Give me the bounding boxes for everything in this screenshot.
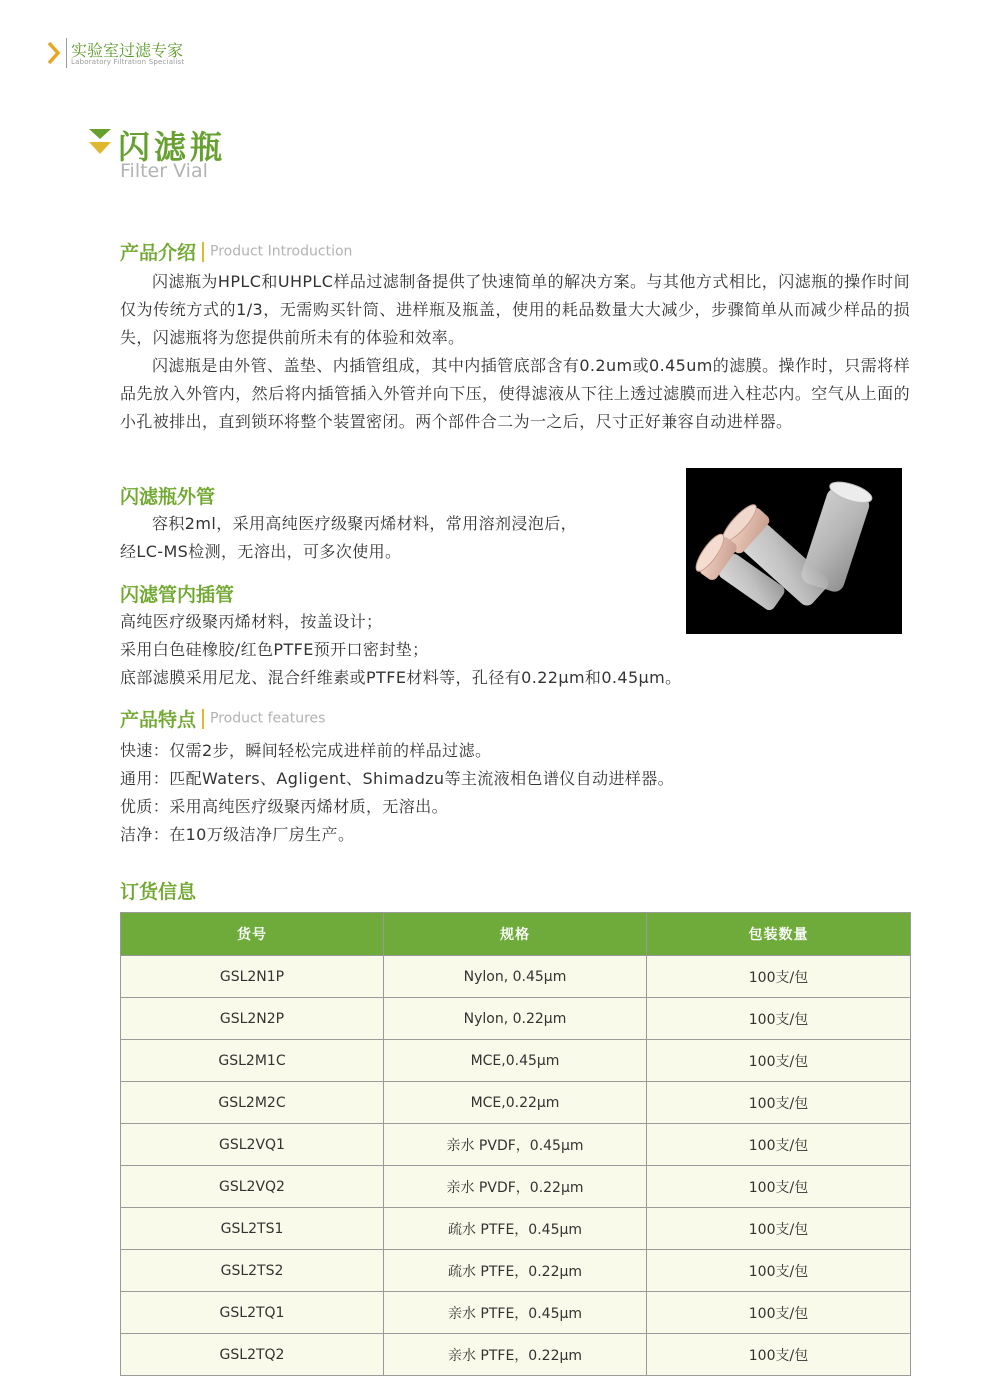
column-header-spec: 规格 [384,913,647,956]
cell-item-no: GSL2N1P [121,956,384,998]
table-row [121,1040,911,1082]
chevron-right-icon [46,40,62,66]
table-row [121,1166,911,1208]
cell-spec: 亲水 PTFE，0.22μm [384,1334,647,1376]
header-title: 实验室过滤专家 [71,41,184,60]
table-row [121,1124,911,1166]
inner-tube-line-2: 采用白色硅橡胶/红色PTFE预开口密封垫； [120,640,429,659]
cell-spec: 亲水 PVDF，0.45μm [384,1124,647,1166]
cell-item-no: GSL2M1C [121,1040,384,1082]
cell-spec: 疏水 PTFE，0.22μm [384,1250,647,1292]
cell-spec: MCE,0.45μm [384,1040,647,1082]
cell-item-no: GSL2VQ1 [121,1124,384,1166]
intro-heading [120,238,352,265]
outer-tube-heading: 闪滤瓶外管 [120,486,216,508]
ordering-heading: 订货信息 [120,881,197,903]
features-heading-en: Product features [210,710,326,727]
cell-spec: 亲水 PVDF，0.22μm [384,1166,647,1208]
cell-item-no: GSL2TS1 [121,1208,384,1250]
table-row [121,1208,911,1250]
cell-item-no: GSL2TQ1 [121,1292,384,1334]
outer-tube-line-2: 经LC-MS检测，无溶出，可多次使用。 [120,542,402,561]
cell-package: 100支/包 [647,1166,911,1208]
page-title: 闪滤瓶 [118,128,227,166]
cell-package: 100支/包 [647,1292,911,1334]
heading-divider [202,709,204,729]
heading-divider [202,242,204,262]
header-subtitle: Laboratory Filtration Specialist [71,58,185,66]
column-header-package: 包装数量 [647,913,911,956]
features-heading [120,705,325,732]
cell-package: 100支/包 [647,1250,911,1292]
table-row [121,1250,911,1292]
cell-item-no: GSL2M2C [121,1082,384,1124]
table-header-row [121,913,911,956]
ordering-table [120,912,911,1376]
outer-tube-line-1: 容积2ml，采用高纯医疗级聚丙烯材料，常用溶剂浸泡后， [152,514,578,533]
features-heading-cn: 产品特点 [120,709,197,731]
filter-vial-illustration [686,468,902,634]
feature-item: 快速：仅需2步，瞬间轻松完成进样前的样品过滤。 [120,741,492,760]
cell-package: 100支/包 [647,1082,911,1124]
cell-package: 100支/包 [647,1124,911,1166]
cell-item-no: GSL2TS2 [121,1250,384,1292]
cell-item-no: GSL2N2P [121,998,384,1040]
intro-heading-en: Product Introduction [210,243,353,260]
feature-item: 优质：采用高纯医疗级聚丙烯材质，无溶出。 [120,797,449,816]
intro-paragraph-1: 闪滤瓶为HPLC和UHPLC样品过滤制备提供了快速简单的解决方案。与其他方式相比，闪滤瓶的操作时间仅为传统方式的1/3，无需购买针筒、进样瓶及瓶盖，使用的耗品数量大大减少，步骤简单从而减少样品的损失，闪滤瓶将为您提供前所未有的体验和效率。 [120,272,910,347]
feature-item: 通用：匹配Waters、Agligent、Shimadzu等主流液相色谱仪自动进样器。 [120,769,675,788]
table-row [121,1292,911,1334]
header-divider [66,38,67,68]
feature-item: 洁净：在10万级洁净厂房生产。 [120,825,355,844]
cell-package: 100支/包 [647,1334,911,1376]
table-row [121,1082,911,1124]
table-row [121,956,911,998]
cell-item-no: GSL2VQ2 [121,1166,384,1208]
inner-tube-heading: 闪滤管内插管 [120,584,235,606]
product-photo [686,468,902,634]
double-chevron-down-icon [88,128,112,156]
intro-paragraph-2: 闪滤瓶是由外管、盖垫、内插管组成，其中内插管底部含有0.2um或0.45um的滤膜。操作时，只需将样品先放入外管内，然后将内插管插入外管并向下压，使得滤液从下往上透过滤膜而进入柱芯内。空气从上面的小孔被排出，直到锁环将整个装置密闭。两个部件合二为一之后，尺寸正好兼容自动进样器。 [120,356,910,431]
cell-spec: MCE,0.22μm [384,1082,647,1124]
cell-spec: Nylon, 0.22μm [384,998,647,1040]
column-header-item-no: 货号 [121,913,384,956]
cell-package: 100支/包 [647,1208,911,1250]
table-row [121,1334,911,1376]
page-subtitle: Filter Vial [120,160,208,182]
cell-package: 100支/包 [647,956,911,998]
cell-package: 100支/包 [647,1040,911,1082]
cell-package: 100支/包 [647,998,911,1040]
table-row [121,998,911,1040]
cell-spec: Nylon, 0.45μm [384,956,647,998]
cell-item-no: GSL2TQ2 [121,1334,384,1376]
inner-tube-line-3: 底部滤膜采用尼龙、混合纤维素或PTFE材料等，孔径有0.22μm和0.45μm。 [120,668,682,687]
cell-spec: 疏水 PTFE，0.45μm [384,1208,647,1250]
intro-heading-cn: 产品介绍 [120,242,197,264]
inner-tube-line-1: 高纯医疗级聚丙烯材料，按盖设计； [120,612,383,631]
cell-spec: 亲水 PTFE，0.45μm [384,1292,647,1334]
